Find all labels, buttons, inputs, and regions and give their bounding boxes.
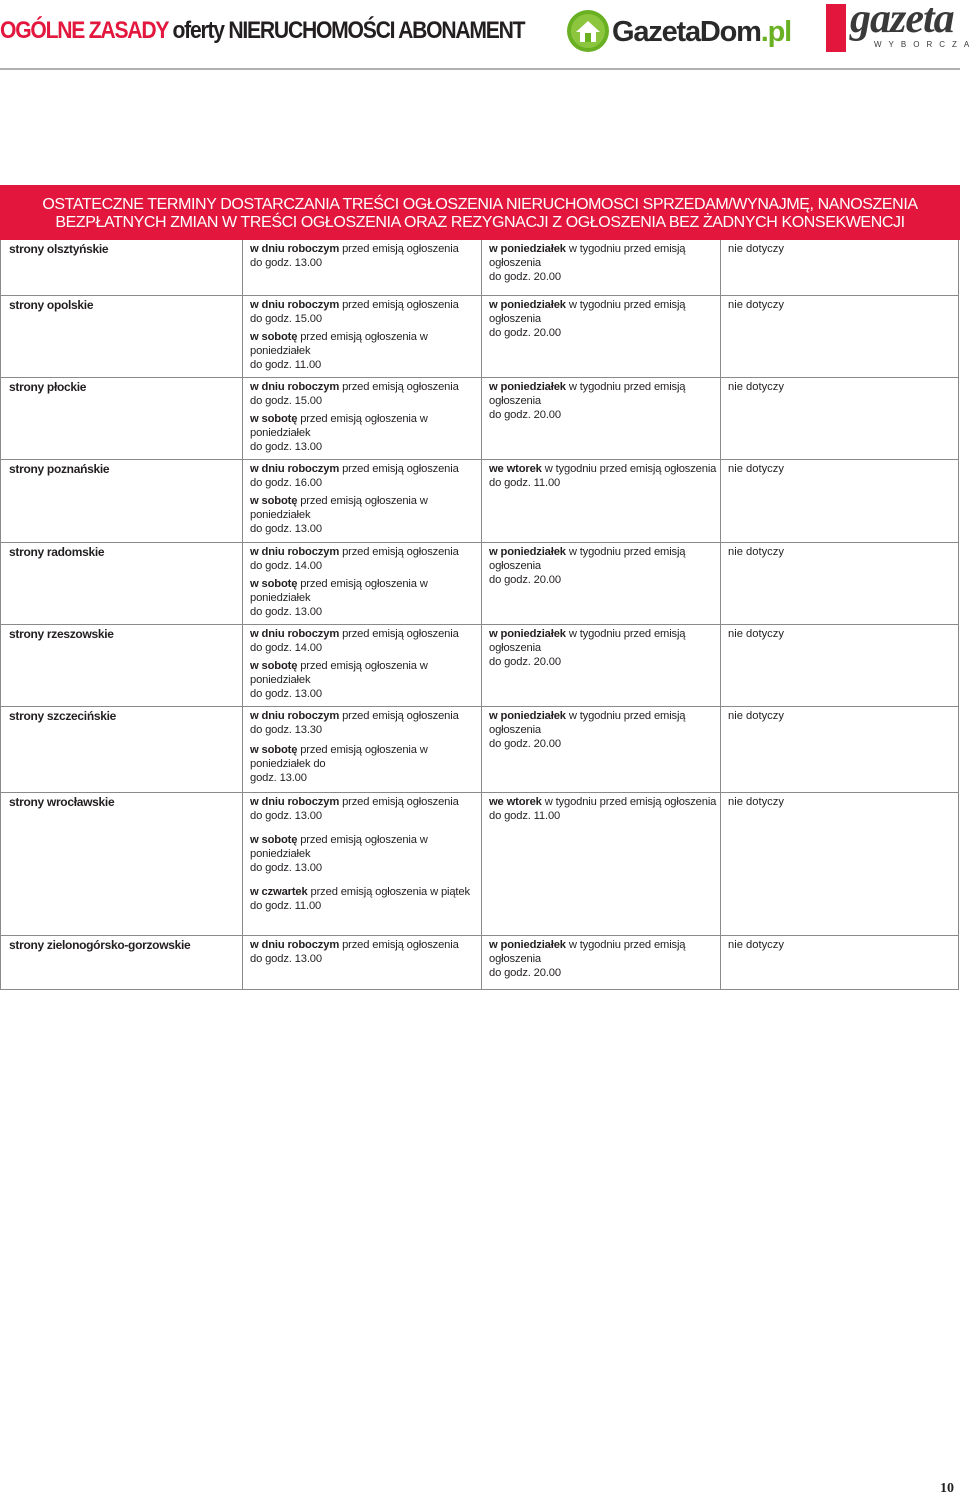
region-name: strony płockie [9, 380, 87, 394]
weekly-deadline-cell [482, 240, 721, 295]
deadline-entry: w dniu roboczym przed emisją ogłoszenia do godz. 15.00 [250, 381, 459, 407]
region-cell [1, 793, 243, 935]
table-heading-banner [0, 185, 960, 240]
weekday-deadline-cell [243, 240, 482, 295]
other-deadline-cell [721, 240, 960, 295]
page-title-dark: oferty NIERUCHOMOŚCI ABONAMENT [167, 17, 525, 44]
deadline-entry: w sobotę przed emisją ogłoszenia w poniedziałek do godz. 13.00 [250, 413, 428, 453]
weekday-deadline-cell [243, 625, 482, 706]
weekday-deadline-cell [243, 378, 482, 459]
region-name: strony opolskie [9, 298, 94, 312]
weekly-deadline-cell [482, 793, 721, 935]
house-icon [566, 9, 610, 53]
weekly-deadline-cell [482, 625, 721, 706]
table-row [0, 793, 959, 936]
gazeta-wyborcza-sub: WYBORCZA [874, 40, 976, 49]
weekday-deadline-cell [243, 936, 482, 989]
weekday-deadline-cell [243, 460, 482, 542]
region-name: strony rzeszowskie [9, 627, 114, 641]
region-name: strony olsztyńskie [9, 242, 109, 256]
not-applicable-text: nie dotyczy [728, 381, 784, 393]
table-row [0, 625, 959, 707]
not-applicable-text: nie dotyczy [728, 939, 784, 951]
page-number: 10 [940, 1481, 954, 1496]
page-header [0, 0, 976, 68]
table-row [0, 543, 959, 625]
region-cell [1, 296, 243, 377]
gazetadom-word-pl: .pl [760, 16, 791, 48]
other-deadline-cell [721, 936, 960, 989]
region-name: strony wrocławskie [9, 795, 115, 809]
table-row [0, 378, 959, 460]
deadline-entry: we wtorek w tygodniu przed emisją ogłoszenia do godz. 11.00 [489, 796, 717, 822]
table-row [0, 707, 959, 793]
deadline-entry: w dniu roboczym przed emisją ogłoszenia do godz. 13.00 [250, 243, 459, 269]
region-name: strony radomskie [9, 545, 105, 559]
not-applicable-text: nie dotyczy [728, 463, 784, 475]
deadline-entry: w czwartek przed emisją ogłoszenia w piątek do godz. 11.00 [250, 886, 470, 912]
deadline-entry: w sobotę przed emisją ogłoszenia w poniedziałek do godz. 13.00 [250, 578, 428, 618]
deadline-entry: w poniedziałek w tygodniu przed emisją ogłoszenia do godz. 20.00 [489, 546, 686, 586]
other-deadline-cell [721, 378, 960, 459]
weekday-deadline-cell [243, 543, 482, 624]
weekly-deadline-cell [482, 296, 721, 377]
deadline-entry: w sobotę przed emisją ogłoszenia w poniedziałek do godz. 11.00 [250, 331, 428, 371]
gazeta-wyborcza-red-bar [826, 4, 846, 52]
region-cell [1, 936, 243, 989]
other-deadline-cell [721, 707, 960, 792]
deadline-entry: w sobotę przed emisją ogłoszenia w poniedziałek do godz. 13.00 [250, 495, 428, 535]
not-applicable-text: nie dotyczy [728, 299, 784, 311]
deadline-entry: w poniedziałek w tygodniu przed emisją ogłoszenia do godz. 20.00 [489, 243, 686, 283]
weekday-deadline-cell [243, 793, 482, 935]
deadline-entry: we wtorek w tygodniu przed emisją ogłoszenia do godz. 11.00 [489, 463, 717, 489]
deadline-entry: w dniu roboczym przed emisją ogłoszenia do godz. 16.00 [250, 463, 459, 489]
weekly-deadline-cell [482, 378, 721, 459]
deadline-entry: w dniu roboczym przed emisją ogłoszenia do godz. 13.00 [250, 796, 459, 822]
deadline-entry: w sobotę przed emisją ogłoszenia w poniedziałek do godz. 13.00 [250, 834, 428, 874]
not-applicable-text: nie dotyczy [728, 546, 784, 558]
deadline-entry: w poniedziałek w tygodniu przed emisją ogłoszenia do godz. 20.00 [489, 381, 686, 421]
gazetadom-logo [566, 9, 818, 55]
table-row [0, 936, 959, 990]
deadline-entry: w dniu roboczym przed emisją ogłoszenia do godz. 14.00 [250, 628, 459, 654]
weekly-deadline-cell [482, 936, 721, 989]
not-applicable-text: nie dotyczy [728, 710, 784, 722]
other-deadline-cell [721, 625, 960, 706]
deadline-entry: w dniu roboczym przed emisją ogłoszenia do godz. 14.00 [250, 546, 459, 572]
not-applicable-text: nie dotyczy [728, 243, 784, 255]
deadline-entry: w dniu roboczym przed emisją ogłoszenia do godz. 15.00 [250, 299, 459, 325]
page-title-red: OGÓLNE ZASADY [0, 17, 168, 44]
weekly-deadline-cell [482, 707, 721, 792]
other-deadline-cell [721, 460, 960, 542]
deadline-entry: w poniedziałek w tygodniu przed emisją ogłoszenia do godz. 20.00 [489, 939, 686, 979]
deadline-entry: w poniedziałek w tygodniu przed emisją ogłoszenia do godz. 20.00 [489, 710, 686, 750]
deadline-entry: w dniu roboczym przed emisją ogłoszenia do godz. 13.30 [250, 710, 459, 736]
region-cell [1, 707, 243, 792]
deadline-entry: w poniedziałek w tygodniu przed emisją ogłoszenia do godz. 20.00 [489, 299, 686, 339]
gazeta-wyborcza-logo [826, 0, 976, 56]
region-name: strony zielonogórsko-gorzowskie [9, 938, 191, 952]
region-name: strony szczecińskie [9, 709, 117, 723]
header-divider [0, 68, 960, 70]
other-deadline-cell [721, 543, 960, 624]
region-cell [1, 240, 243, 295]
weekday-deadline-cell [243, 707, 482, 792]
gazeta-wyborcza-word: gazeta [850, 0, 954, 42]
page-title [0, 16, 524, 46]
deadline-entry: w sobotę przed emisją ogłoszenia w poniedziałek do godz. 13.00 [250, 660, 428, 700]
weekly-deadline-cell [482, 460, 721, 542]
region-cell [1, 543, 243, 624]
gazetadom-word-gazeta: Gazeta [612, 16, 700, 48]
region-cell [1, 378, 243, 459]
banner-line-2: BEZPŁATNYCH ZMIAN W TREŚCI OGŁOSZENIA ORAZ REZYGNACJI Z OGŁOSZENIA BEZ ŻADNYCH KONSEKWENCJI [55, 214, 905, 231]
table-row [0, 460, 959, 543]
region-name: strony poznańskie [9, 462, 110, 476]
table-row [0, 296, 959, 378]
gazetadom-wordmark [612, 15, 791, 49]
deadline-entry: w dniu roboczym przed emisją ogłoszenia do godz. 13.00 [250, 939, 459, 965]
not-applicable-text: nie dotyczy [728, 628, 784, 640]
deadline-entry: w sobotę przed emisją ogłoszenia w poniedziałek do godz. 13.00 [250, 744, 428, 784]
other-deadline-cell [721, 296, 960, 377]
gazetadom-word-dom: Dom [699, 16, 761, 48]
weekly-deadline-cell [482, 543, 721, 624]
not-applicable-text: nie dotyczy [728, 796, 784, 808]
deadline-entry: w poniedziałek w tygodniu przed emisją ogłoszenia do godz. 20.00 [489, 628, 686, 668]
region-cell [1, 460, 243, 542]
banner-line-1: OSTATECZNE TERMINY DOSTARCZANIA TREŚCI OGŁOSZENIA NIERUCHOMOSCI SPRZEDAM/WYNAJMĘ, NANOSZENIA [42, 196, 918, 213]
table-row [0, 240, 959, 296]
region-cell [1, 625, 243, 706]
weekday-deadline-cell [243, 296, 482, 377]
other-deadline-cell [721, 793, 960, 935]
